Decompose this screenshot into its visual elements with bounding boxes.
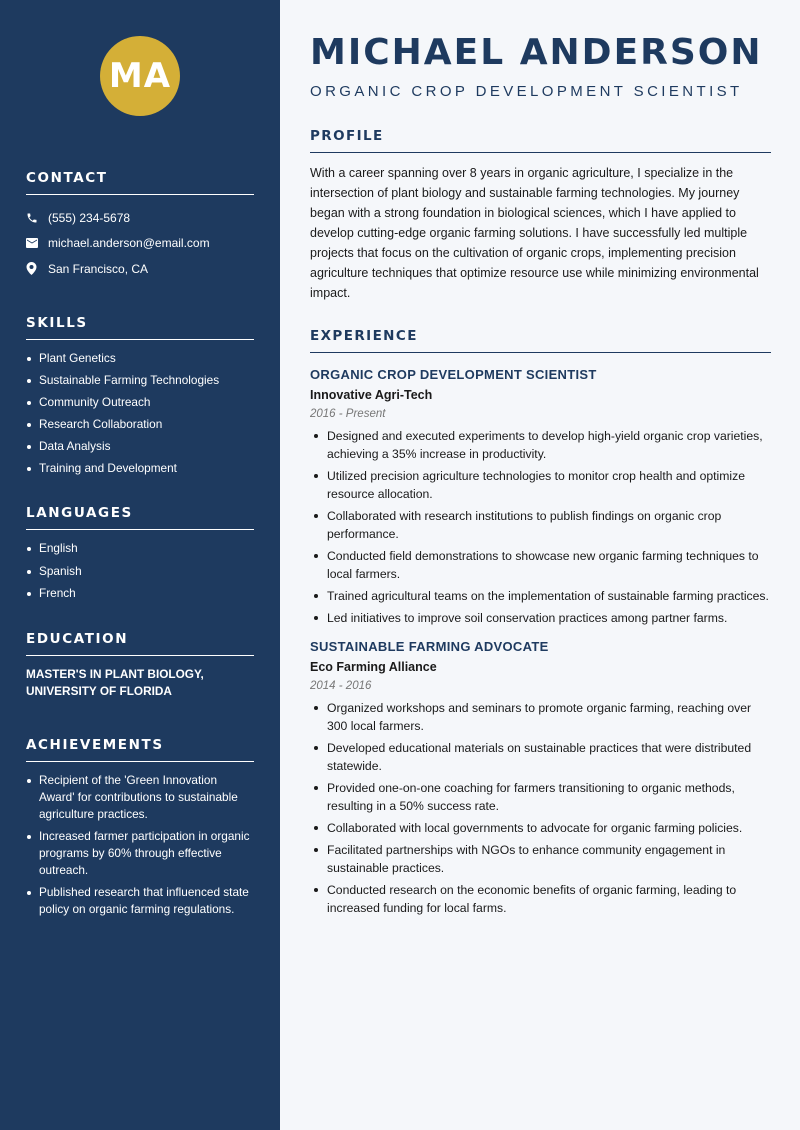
email-icon — [26, 238, 48, 248]
email-text: michael.anderson@email.com — [48, 236, 210, 251]
skill-item: Community Outreach — [26, 394, 254, 411]
duty-item: Collaborated with local governments to advocate for organic farming policies. — [310, 819, 771, 837]
job-company: Eco Farming Alliance — [310, 660, 437, 674]
avatar: MA — [100, 36, 180, 116]
duty-item: Led initiatives to improve soil conservation practices among partner farms. — [310, 609, 771, 627]
candidate-name: MICHAEL ANDERSON — [310, 32, 763, 73]
contact-location — [26, 256, 254, 282]
experience-section — [310, 328, 771, 917]
duty-item: Organized workshops and seminars to promote organic farming, reaching over 300 local farmers. — [310, 699, 771, 735]
job-entry — [310, 367, 771, 627]
job-company: Innovative Agri-Tech — [310, 388, 433, 402]
job-entry — [310, 639, 771, 917]
duty-item: Trained agricultural teams on the implementation of sustainable farming practices. — [310, 587, 771, 605]
achievement-item: Published research that influenced state policy on organic farming regulations. — [26, 884, 254, 918]
job-duties — [310, 699, 771, 917]
skill-item: Training and Development — [26, 460, 254, 477]
profile-text: With a career spanning over 8 years in organic agriculture, I specialize in the intersection of plant biology and sustainable farming technologies. My journey began with a strong foundation in biological sciences, which I have applied to develop cutting-edge organic farming solutions. I have successfully led multiple projects that focus on the cultivation of organic crops, implementing precision agriculture techniques that optimize resource use while minimizing environmental impact. — [310, 166, 759, 300]
languages-section — [26, 505, 254, 601]
contact-email — [26, 231, 254, 257]
achievement-item: Recipient of the 'Green Innovation Award' for contributions to sustainable agriculture practices. — [26, 772, 254, 823]
achievement-item: Increased farmer participation in organic programs by 60% through effective outreach. — [26, 828, 254, 879]
job-title: ORGANIC CROP DEVELOPMENT SCIENTIST — [310, 367, 597, 382]
phone-icon — [26, 212, 48, 224]
achievements-heading: ACHIEVEMENTS — [26, 737, 254, 762]
achievements-section — [26, 737, 254, 918]
location-text: San Francisco, CA — [48, 261, 149, 276]
job-dates: 2016 - Present — [310, 408, 386, 420]
duty-item: Designed and executed experiments to develop high-yield organic crop varieties, achieving a 35% increase in productivity. — [310, 427, 771, 463]
achievements-list — [26, 772, 254, 918]
duty-item: Utilized precision agriculture technologies to monitor crop health and optimize resource allocation. — [310, 467, 771, 503]
education-degree — [26, 666, 254, 700]
duty-item: Provided one-on-one coaching for farmers transitioning to organic methods, resulting in a 50% success rate. — [310, 779, 771, 815]
location-pin-icon — [26, 262, 48, 275]
skill-item: Data Analysis — [26, 438, 254, 455]
contact-section — [26, 170, 254, 282]
skills-section — [26, 315, 254, 478]
skill-item: Sustainable Farming Technologies — [26, 372, 254, 389]
language-item: French — [26, 585, 254, 602]
candidate-title: ORGANIC CROP DEVELOPMENT SCIENTIST — [310, 83, 743, 100]
duty-item: Conducted research on the economic benefits of organic farming, leading to increased funding for local farms. — [310, 881, 771, 917]
education-line-2: UNIVERSITY OF FLORIDA — [26, 683, 172, 698]
skill-item: Plant Genetics — [26, 350, 254, 367]
languages-list — [26, 540, 254, 601]
duty-item: Facilitated partnerships with NGOs to enhance community engagement in sustainable practices. — [310, 841, 771, 877]
job-title: SUSTAINABLE FARMING ADVOCATE — [310, 639, 549, 654]
job-dates: 2014 - 2016 — [310, 680, 372, 692]
language-item: Spanish — [26, 563, 254, 580]
education-heading: EDUCATION — [26, 631, 254, 656]
profile-section — [310, 128, 771, 303]
education-section — [26, 631, 254, 700]
skills-list — [26, 350, 254, 478]
duty-item: Collaborated with research institutions to publish findings on organic crop performance. — [310, 507, 771, 543]
education-line-1: MASTER'S IN PLANT BIOLOGY, — [26, 666, 204, 681]
language-item: English — [26, 540, 254, 557]
skills-heading: SKILLS — [26, 315, 254, 340]
duty-item: Conducted field demonstrations to showcase new organic farming techniques to local farmers. — [310, 547, 771, 583]
phone-text: (555) 234-5678 — [48, 210, 131, 225]
languages-heading: LANGUAGES — [26, 505, 254, 530]
main-content — [310, 0, 771, 921]
sidebar — [0, 0, 280, 1130]
profile-heading: PROFILE — [310, 128, 771, 153]
contact-phone — [26, 205, 254, 231]
duty-item: Developed educational materials on sustainable practices that were distributed statewide. — [310, 739, 771, 775]
job-duties — [310, 427, 771, 627]
contact-list — [26, 205, 254, 282]
contact-heading: CONTACT — [26, 170, 254, 195]
experience-heading: EXPERIENCE — [310, 328, 771, 353]
skill-item: Research Collaboration — [26, 416, 254, 433]
